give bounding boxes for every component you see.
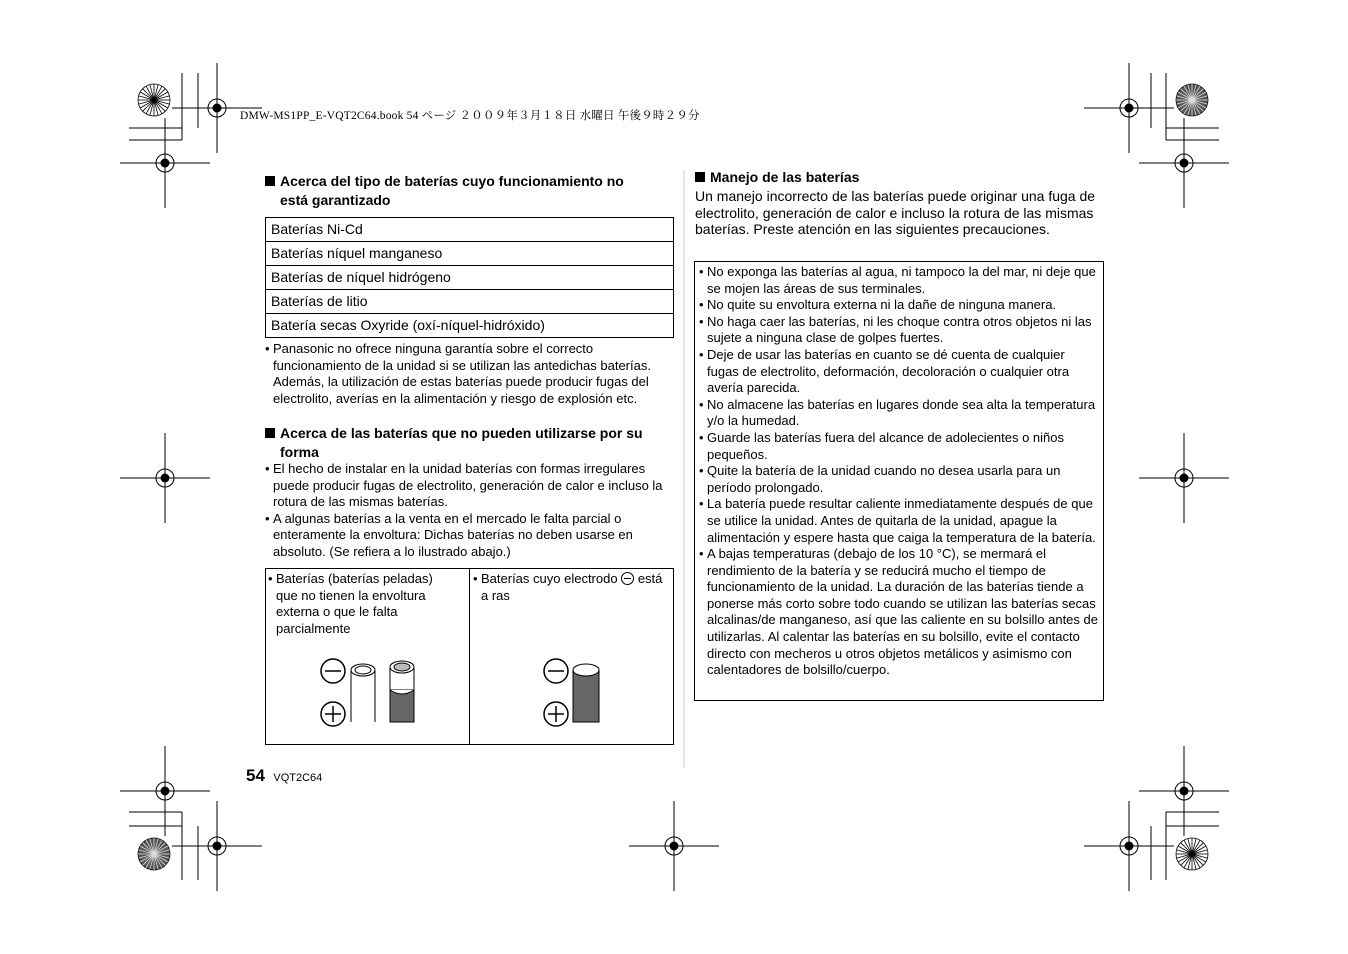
section1-heading (265, 172, 685, 210)
registration-rosette-icon (1176, 838, 1208, 870)
section1-title-line2: está garantizado (280, 192, 391, 208)
peeled-battery-illustration (316, 654, 426, 739)
book-header-line: DMW-MS1PP_E-VQT2C64.book 54 ページ ２００９年３月１８日 水曜日 午後９時２９分 (240, 110, 700, 122)
precautions-box (694, 261, 1104, 701)
list-item: • A algunas baterías a la venta en el mercado le falta parcial o enteramente la envoltura: Dichas baterías no deben usarse en absoluto. (Se refiera a lo ilustrado abajo.) (265, 511, 677, 561)
square-bullet-icon (265, 428, 275, 438)
square-bullet-icon (265, 176, 275, 186)
crosshair-mark-icon (1084, 801, 1174, 891)
crosshair-mark-icon (120, 746, 210, 836)
table-cell: Baterías níquel manganeso (266, 242, 674, 266)
unsupported-battery-table (265, 217, 674, 338)
right-section-title: Manejo de las baterías (710, 169, 860, 185)
crosshair-mark-icon (1139, 433, 1229, 523)
list-item: • No exponga las baterías al agua, ni tampoco la del mar, ni deje que se mojen las áreas de sus terminales. (699, 264, 1100, 297)
section2-title-line1: Acerca de las baterías que no pueden utilizarse por su (280, 425, 643, 441)
registration-rosette-icon (1176, 84, 1208, 116)
section1-title-line1: Acerca del tipo de baterías cuyo funcionamiento no (280, 173, 624, 189)
list-item: • A bajas temperaturas (debajo de los 10 °C), se mermará el rendimiento de la batería y se reducirá mucho el tiempo de funcionamiento de la unidad. La duración de las baterías tiende a ponerse más corto sobre todo cuando se utilizan las baterías secas alcalinas/de manganeso, así que las caliente en su bolsillo antes de utilizarlas. Al calentar las baterías en su bolsillo, evite el contacto directo con mecheros u otros objetos metálicos y asimismo con calentadores de bolsillo/cuerpo. (699, 546, 1100, 679)
registration-rosette-icon (138, 84, 170, 116)
list-item: • Guarde las baterías fuera del alcance de adolecientes o niños pequeños. (699, 430, 1100, 463)
list-item: • No almacene las baterías en lugares donde sea alta la temperatura y/o la humedad. (699, 397, 1100, 430)
registration-rosette-icon (138, 838, 170, 870)
list-item: • El hecho de instalar en la unidad baterías con formas irregulares puede producir fugas de electrolito, generación de calor e incluso la rotura de las mismas baterías. (265, 461, 677, 511)
section2-heading (265, 424, 685, 462)
table-row (266, 266, 674, 290)
cell-right-list (473, 571, 663, 604)
right-intro-paragraph: Un manejo incorrecto de las baterías puede originar una fuga de electrolito, generación de calor e incluso la rotura de las mismas baterías. Preste atención en las siguientes precauciones. (695, 188, 1096, 237)
section1-note-list (265, 341, 677, 407)
square-bullet-icon (695, 172, 705, 182)
page-footer (246, 766, 322, 786)
section2-bullet-list (265, 461, 677, 561)
minus-circle-icon (621, 572, 634, 585)
crosshair-mark-icon (120, 433, 210, 523)
page-number: 54 (246, 766, 265, 785)
model-code: VQT2C64 (273, 772, 323, 784)
table-row (266, 290, 674, 314)
illustration-box (265, 568, 674, 745)
cell-left-text: • Baterías (baterías peladas) que no tienen la envoltura externa o que le falta parcialmente (268, 571, 458, 637)
list-item: • No haga caer las baterías, ni les choque contra otros objetos ni las sujete a ninguna clase de golpes fuertes. (699, 314, 1100, 347)
list-item: • Quite la batería de la unidad cuando no desea usarla para un período prolongado. (699, 463, 1100, 496)
crosshair-mark-icon (120, 118, 210, 208)
table-cell: Baterías Ni-Cd (266, 218, 674, 242)
list-item: • Deje de usar las baterías en cuanto se dé cuenta de cualquier fugas de electrolito, deformación, decoloración o cualquier otra avería parecida. (699, 347, 1100, 397)
table-row (266, 242, 674, 266)
list-item: • No quite su envoltura externa ni la dañe de ninguna manera. (699, 297, 1100, 314)
table-cell: Batería secas Oxyride (oxí-níquel-hidróxido) (266, 314, 674, 338)
cell-left-list (268, 571, 458, 637)
section2-title-line2: forma (280, 444, 319, 460)
illustration-divider (469, 569, 470, 744)
precautions-list (699, 264, 1100, 679)
list-item: • Panasonic no ofrece ninguna garantía sobre el correcto funcionamiento de la unidad si se utilizan las antedichas baterías. Además, la utilización de estas baterías puede producir fugas del electrolito, averías en la alimentación y riesgo de explosión etc. (265, 341, 677, 407)
right-section-heading (695, 168, 1105, 187)
table-cell: Baterías de níquel hidrógeno (266, 266, 674, 290)
table-cell: Baterías de litio (266, 290, 674, 314)
flush-electrode-battery-illustration (541, 654, 611, 739)
crosshair-mark-icon (1084, 63, 1174, 153)
crosshair-mark-icon (1139, 118, 1229, 208)
crosshair-mark-icon (172, 801, 262, 891)
crosshair-mark-icon (1139, 746, 1229, 836)
table-row (266, 314, 674, 338)
list-item: • La batería puede resultar caliente inmediatamente después de que se utilice la unidad. Antes de quitarla de la unidad, apague la alimentación y espere hasta que caiga la temperatura de la batería. (699, 496, 1100, 546)
crosshair-mark-icon (629, 801, 719, 891)
table-row (266, 218, 674, 242)
cell-right-text: • Baterías cuyo electrodo está a ras (473, 571, 663, 604)
